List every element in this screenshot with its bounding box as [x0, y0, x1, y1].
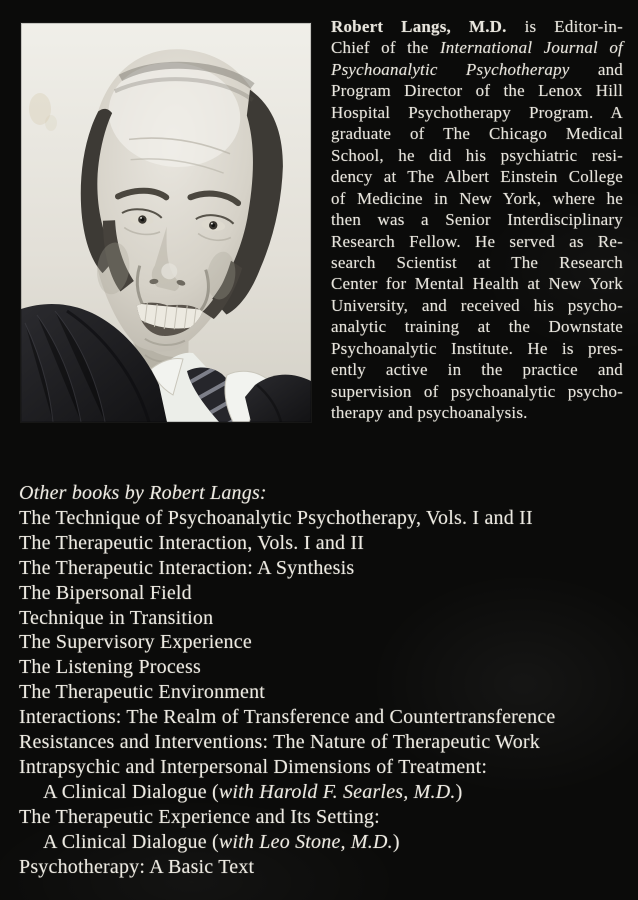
- text-run: ): [392, 830, 400, 853]
- text-run: Psychotherapy: A Basic Text: [19, 855, 255, 878]
- author-photo: [21, 23, 311, 422]
- bio-line: [331, 252, 623, 273]
- text-run: The Bipersonal Field: [19, 581, 192, 604]
- book-list-item: [19, 630, 631, 655]
- author-photo-illustration: [21, 23, 311, 422]
- italic-text: International Journal of: [439, 38, 623, 58]
- photo-stain-small: [45, 115, 57, 131]
- bio-line: [331, 59, 623, 80]
- other-books-heading: Other books by Robert Langs:: [19, 482, 267, 504]
- text-run: of Medicine in New York, where he: [331, 188, 623, 208]
- text-run: search Scientist at The Research: [331, 252, 623, 272]
- text-run: The Listening Process: [19, 656, 201, 679]
- book-list-item: [19, 531, 631, 556]
- bio-line: [331, 338, 623, 359]
- bio-line: [331, 188, 623, 209]
- bio-line: [331, 381, 623, 402]
- text-run: University, and received his psycho-: [331, 295, 623, 315]
- text-run: ): [455, 780, 463, 803]
- bio-line: [331, 166, 623, 187]
- text-run: then was a Senior Interdisciplinary: [331, 210, 623, 230]
- text-run: The Therapeutic Experience and Its Setting:: [19, 805, 380, 828]
- book-list: [19, 506, 631, 880]
- text-run: The Therapeutic Environment: [19, 681, 266, 704]
- bio-line: [331, 80, 623, 101]
- text-run: dency at The Albert Einstein College: [331, 167, 623, 187]
- book-list-item: [19, 830, 631, 855]
- text-run: Technique in Transition: [19, 606, 214, 629]
- text-run: Resistances and Interventions: The Nature of Therapeutic Work: [19, 731, 540, 754]
- bio-line: [331, 209, 623, 230]
- text-run: A Clinical Dialogue (: [43, 780, 219, 803]
- bio-line: [331, 102, 623, 123]
- book-list-item: [19, 506, 631, 531]
- bio-line: [331, 16, 623, 37]
- bio-line: [331, 145, 623, 166]
- text-run: The Therapeutic Interaction, Vols. I and II: [19, 531, 365, 554]
- text-run: Research Fellow. He served as Re-: [331, 231, 623, 251]
- bio-line: [331, 273, 623, 294]
- text-run: is Editor-in-: [506, 17, 623, 36]
- text-run: Intrapsychic and Interpersonal Dimensions of Treatment:: [19, 755, 488, 778]
- book-list-item: [19, 680, 631, 705]
- text-run: Psychoanalytic Institute. He is pres-: [331, 338, 623, 358]
- text-run: The Technique of Psychoanalytic Psychotherapy, Vols. I and II: [19, 506, 533, 529]
- text-run: A Clinical Dialogue (: [43, 830, 219, 853]
- italic-text: Psychoanalytic Psychotherapy: [331, 59, 570, 79]
- book-list-item: [19, 780, 631, 805]
- bio-line: [331, 37, 623, 58]
- bio-line: [331, 231, 623, 252]
- book-list-item: [19, 730, 631, 755]
- book-list-item: [19, 855, 631, 880]
- text-run: School, he did his psychiatric resi-: [331, 145, 623, 165]
- italic-text: with Leo Stone, M.D.: [218, 830, 393, 853]
- text-run: graduate of The Chicago Medical: [331, 124, 623, 144]
- book-list-item: [19, 755, 631, 780]
- text-run: therapy and psychoanalysis.: [331, 403, 528, 423]
- text-run: ently active in the practice and: [331, 360, 623, 380]
- author-bio: [331, 16, 623, 424]
- book-list-item: [19, 581, 631, 606]
- book-list-item: [19, 805, 631, 830]
- book-list-item: [19, 655, 631, 680]
- bio-line: [331, 295, 623, 316]
- book-list-item: [19, 556, 631, 581]
- text-run: Center for Mental Health at New York: [331, 274, 623, 294]
- italic-text: with Harold F. Searles, M.D.: [218, 780, 456, 803]
- book-list-item: [19, 606, 631, 631]
- bio-line: [331, 359, 623, 380]
- text-run: Interactions: The Realm of Transference and Countertransference: [19, 706, 556, 729]
- text-run: and: [569, 59, 623, 79]
- other-books-section: [19, 481, 631, 880]
- book-list-item: [19, 705, 631, 730]
- bold-text: Robert Langs, M.D.: [331, 17, 507, 36]
- bio-line: [331, 316, 623, 337]
- bio-line: [331, 402, 623, 423]
- bio-line: [331, 123, 623, 144]
- text-run: Hospital Psychotherapy Program. A: [331, 102, 623, 122]
- text-run: Program Director of the Lenox Hill: [331, 81, 623, 101]
- text-run: analytic training at the Downstate: [331, 317, 623, 337]
- text-run: supervision of psychoanalytic psycho-: [331, 381, 623, 401]
- text-run: The Therapeutic Interaction: A Synthesis: [19, 556, 355, 579]
- text-run: Chief of the: [331, 38, 440, 58]
- text-run: The Supervisory Experience: [19, 631, 252, 654]
